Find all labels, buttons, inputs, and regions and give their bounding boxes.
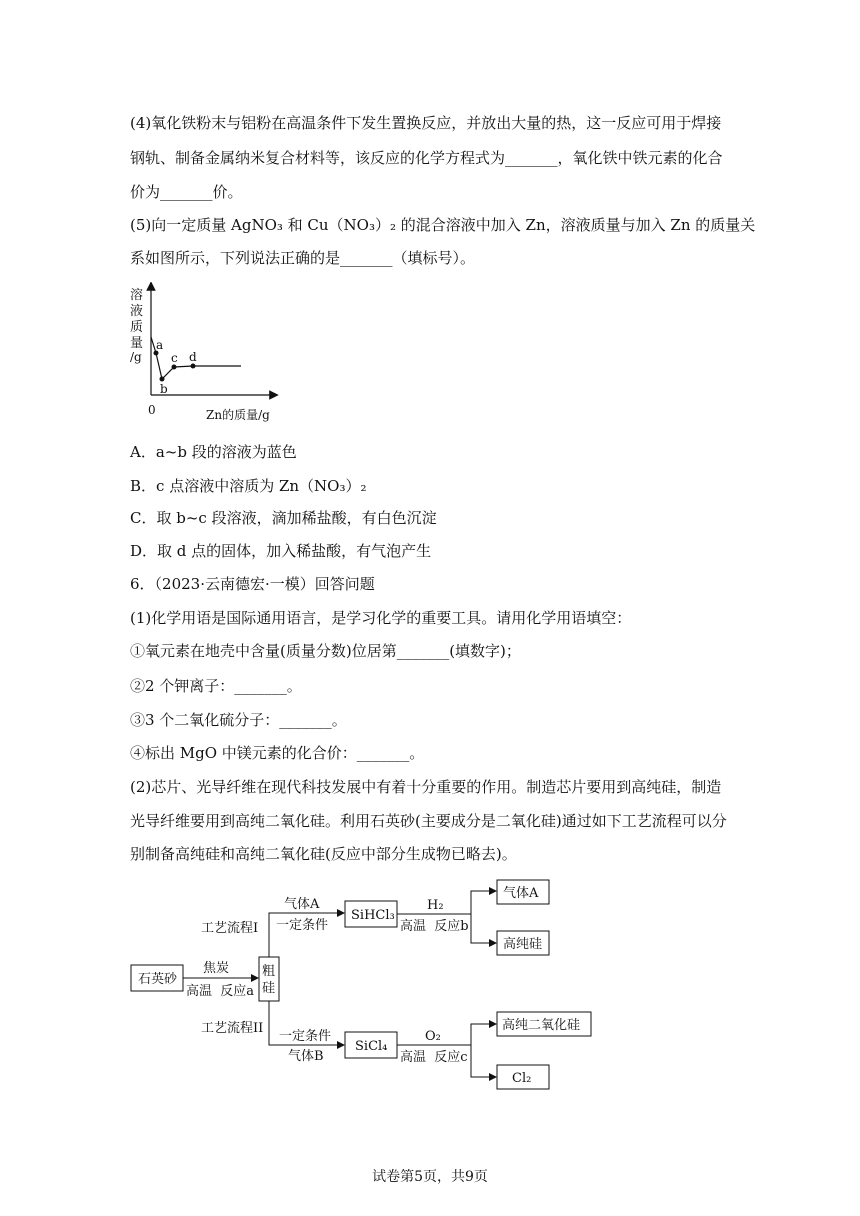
flow-out-gas-a: 气体A: [503, 886, 539, 901]
flow-out-si: 高纯硅: [503, 937, 543, 952]
q6-item-1: ①氧元素在地壳中含量(质量分数)位居第_______(填数字)；: [130, 642, 521, 660]
flow-cond-a: 高温 反应a: [186, 984, 255, 999]
q5-line1: (5)向一定质量 AgNO₃ 和 Cu（NO₃）₂ 的混合溶液中加入 Zn，溶液质量与加入 Zn 的质量关: [130, 216, 756, 234]
point-c: [172, 365, 177, 370]
graph-ylabel-4: 量: [130, 336, 144, 351]
flow-sihcl3: SiHCl₃: [351, 908, 395, 923]
q6-p2-line1: (2)芯片、光导纤维在现代科技发展中有着十分重要的作用。制造芯片要用到高纯硅，制造: [130, 778, 722, 796]
q4-line2: 钢轨、制备金属纳米复合材料等，该反应的化学方程式为_______，氧化铁中铁元素的化合: [130, 149, 723, 167]
label-d: d: [189, 350, 197, 364]
flow-sicl4: SiCl₄: [355, 1039, 388, 1054]
graph-ylabel-2: 液: [130, 304, 144, 319]
flow-out-cl2: Cl₂: [512, 1071, 532, 1086]
q6-item-2: ②2 个钾离子：_______。: [130, 677, 302, 695]
q5-line2: 系如图所示，下列说法正确的是_______（填标号）。: [130, 249, 476, 267]
label-a: a: [156, 338, 164, 352]
flow-cond-certain-2: 一定条件: [279, 1029, 332, 1044]
flow-cond-b: 高温 反应b: [400, 919, 469, 934]
q6-p2-line3: 别制备高纯硅和高纯二氧化硅(反应中部分生成物已略去)。: [130, 845, 517, 863]
q6-p2-line2: 光导纤维要用到高纯二氧化硅。利用石英砂(主要成分是二氧化硅)通过如下工艺流程可以分: [130, 812, 727, 830]
graph-ylabel-3: 质: [130, 320, 144, 335]
flow-cond-c: 高温 反应c: [400, 1050, 468, 1065]
arrow-cl2: [471, 1045, 496, 1077]
option-d: D．取 d 点的固体，加入稀盐酸，有气泡产生: [130, 542, 432, 560]
graph-ylabel-5: /g: [130, 350, 142, 364]
flow-start-label: 石英砂: [138, 972, 178, 987]
process-flow-diagram: [0, 860, 860, 1100]
flow-gas-a-in: 气体A: [284, 897, 320, 912]
q6-heading: 6．（2023·云南德宏·一模）回答问题: [130, 575, 375, 593]
page-footer: 试卷第5页，共9页: [372, 1169, 488, 1185]
flow-out-sio2: 高纯二氧化硅: [502, 1018, 581, 1033]
q6-p1: (1)化学用语是国际通用语言，是学习化学的重要工具。请用化学用语填空：: [130, 609, 632, 627]
flow-coke: 焦炭: [203, 961, 230, 976]
option-b: B．c 点溶液中溶质为 Zn（NO₃）₂: [130, 477, 367, 495]
flow-gas-b-in: 气体B: [288, 1049, 324, 1064]
arrow-pure-si: [471, 914, 496, 943]
q4-line1: (4)氧化铁粉末与铝粉在高温条件下发生置换反应，并放出大量的热，这一反应可用于焊接: [130, 114, 722, 132]
label-c: c: [171, 351, 178, 365]
graph-ylabel-1: 溶: [130, 288, 144, 303]
flow-o2: O₂: [425, 1029, 441, 1044]
arrow-pure-sio2: [471, 1024, 496, 1045]
flow-crude-2: 硅: [262, 981, 276, 996]
flow-cond-certain-1: 一定条件: [276, 918, 329, 933]
option-c: C．取 b~c 段溶液，滴加稀盐酸，有白色沉淀: [130, 509, 437, 527]
q6-item-3: ③3 个二氧化硫分子：_______。: [130, 711, 347, 729]
q6-item-4: ④标出 MgO 中镁元素的化合价：_______。: [130, 744, 425, 762]
arrow-gas-a: [471, 891, 496, 914]
option-a: A．a~b 段的溶液为蓝色: [130, 443, 297, 461]
flow-crude-1: 粗: [262, 964, 276, 979]
label-b: b: [160, 382, 168, 396]
point-b: [160, 377, 165, 382]
graph-xlabel: Zn的质量/g: [206, 408, 270, 422]
point-d: [191, 364, 196, 369]
graph-origin: 0: [148, 403, 156, 417]
flow-h2: H₂: [427, 898, 444, 913]
flow-process-2: 工艺流程II: [201, 1021, 264, 1036]
flow-process-1: 工艺流程I: [201, 921, 259, 936]
solution-mass-graph: [126, 282, 286, 432]
q4-line3: 价为_______价。: [130, 183, 243, 201]
